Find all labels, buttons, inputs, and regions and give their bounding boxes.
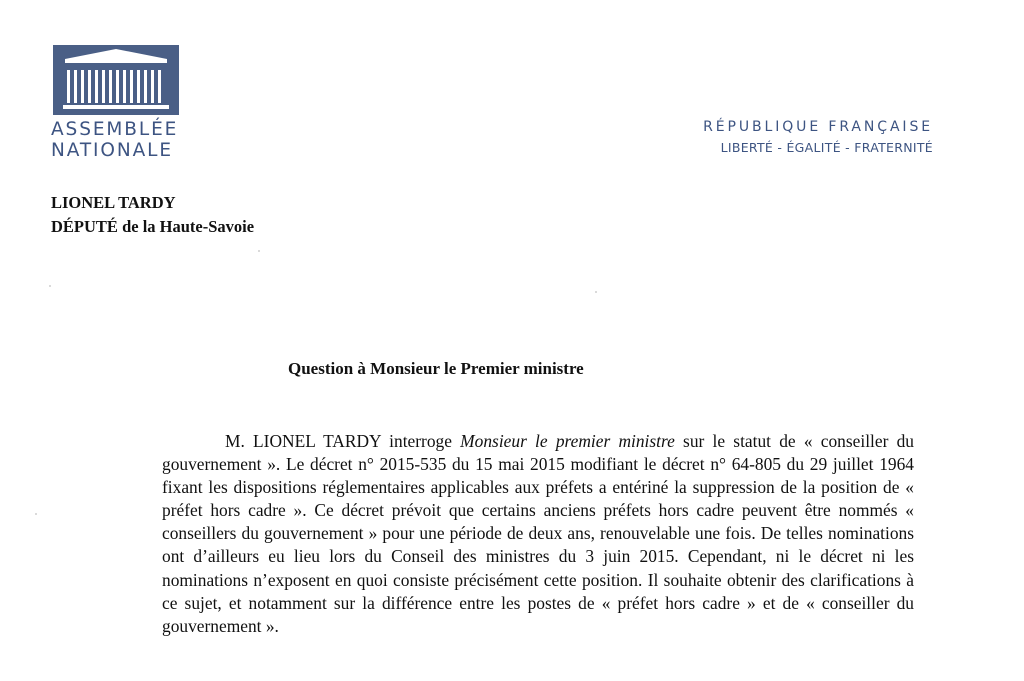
author-title xyxy=(51,215,254,239)
scan-speck xyxy=(595,291,597,293)
assemblee-nationale-wordmark xyxy=(51,119,178,161)
question-body xyxy=(162,430,914,638)
logo-line-1: ASSEMBLÉE xyxy=(51,119,179,140)
question-text: sur le statut de « conseiller du gouvernement ». Le décret n° 2015-535 du 15 mai 2015 modifiant le décret n° 64-805 du 29 juillet 1964 fixant les dispositions réglementaires applicables aux préfets a entériné la suppression de la position de « préfet hors cadre ». Ce décret prévoit que certains anciens préfets hors cadre peuvent être nommés « conseillers du gouvernement » pour une période de deux ans, renouvelable une fois. De telles nominations ont d’ailleurs eu lieu lors du Conseil des ministres du 3 juin 2015. Cependant, ni le décret ni les nominations n’exposent en quoi consiste précisément cette position. Il souhaite obtenir des clarifications à ce sujet, et notamment sur la différence entre les postes de « préfet hors cadre » et de « conseiller du gouvernement ». xyxy=(162,431,914,636)
scan-speck xyxy=(35,513,37,515)
scan-speck xyxy=(49,285,51,287)
devise-line: LIBERTÉ - ÉGALITÉ - FRATERNITÉ xyxy=(720,140,933,155)
author-title-bold: DÉPUTÉ xyxy=(51,217,118,236)
author-block xyxy=(51,191,254,239)
question-lead: M. LIONEL TARDY interroge xyxy=(225,431,461,451)
indent xyxy=(162,431,225,451)
author-title-rest: de la Haute-Savoie xyxy=(117,217,255,236)
question-addressee: Monsieur le premier ministre xyxy=(460,431,675,451)
scan-speck xyxy=(258,250,260,252)
author-name: LIONEL TARDY xyxy=(51,193,176,212)
assemblee-nationale-logo xyxy=(53,45,179,115)
republique-francaise-header xyxy=(703,118,933,159)
question-title: Question à Monsieur le Premier ministre xyxy=(288,359,584,378)
hemicycle-building-icon xyxy=(53,45,179,115)
logo-line-2: NATIONALE xyxy=(51,140,173,161)
republique-line: RÉPUBLIQUE FRANÇAISE xyxy=(703,119,933,135)
